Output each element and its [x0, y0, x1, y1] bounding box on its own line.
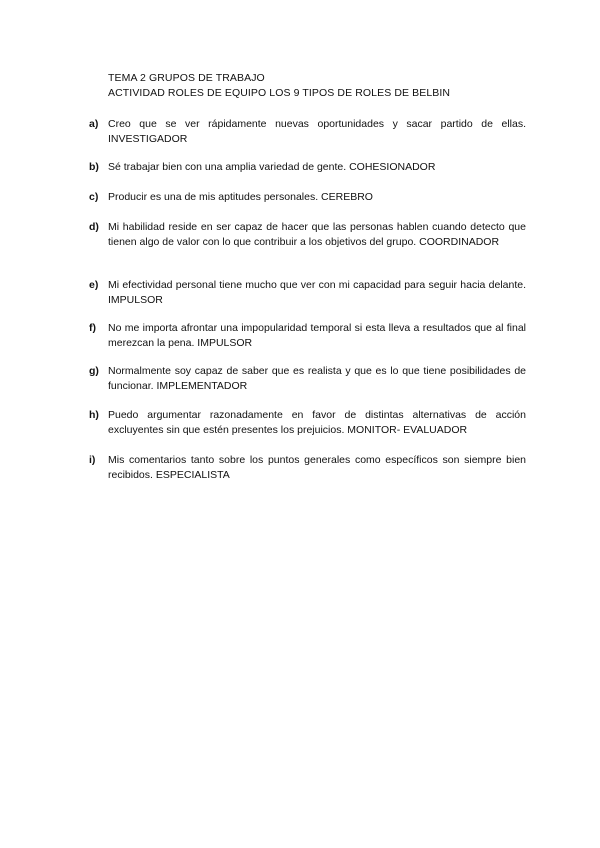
- item-marker: c): [89, 191, 99, 203]
- document-header: [108, 71, 450, 101]
- item-text: Puedo argumentar razonadamente en favor de distintas alternativas de acción excluyentes sin que estén presentes los prejuicios. MONITOR- EVALUADOR: [108, 409, 526, 436]
- item-text: Normalmente soy capaz de saber que es realista y que es lo que tiene posibilidades de funcionar. IMPLEMENTADOR: [108, 365, 526, 392]
- item-text: No me importa afrontar una impopularidad temporal si esta lleva a resultados que al final merezcan la pena. IMPULSOR: [108, 322, 526, 349]
- item-marker: f): [89, 322, 96, 334]
- item-marker: i): [89, 454, 96, 466]
- item-text: Sé trabajar bien con una amplia variedad de gente. COHESIONADOR: [108, 161, 436, 173]
- item-marker: b): [89, 161, 99, 173]
- item-marker: a): [89, 118, 99, 130]
- item-text: Creo que se ver rápidamente nuevas oportunidades y sacar partido de ellas. INVESTIGADOR: [108, 118, 526, 145]
- item-text: Producir es una de mis aptitudes personales. CEREBRO: [108, 191, 373, 203]
- item-marker: h): [89, 409, 99, 421]
- item-text: Mis comentarios tanto sobre los puntos generales como específicos son siempre bien recibidos. ESPECIALISTA: [108, 454, 526, 481]
- item-marker: d): [89, 221, 99, 233]
- item-text: Mi efectividad personal tiene mucho que ver con mi capacidad para seguir hacia delante. IMPULSOR: [108, 279, 526, 306]
- item-text: Mi habilidad reside en ser capaz de hacer que las personas hablen cuando detecto que tienen algo de valor con lo que contribuir a los objetivos del grupo. COORDINADOR: [108, 221, 526, 248]
- header-title: TEMA 2 GRUPOS DE TRABAJO: [108, 72, 265, 84]
- header-subtitle: ACTIVIDAD ROLES DE EQUIPO LOS 9 TIPOS DE ROLES DE BELBIN: [108, 87, 451, 99]
- item-marker: g): [89, 365, 99, 377]
- item-marker: e): [89, 279, 99, 291]
